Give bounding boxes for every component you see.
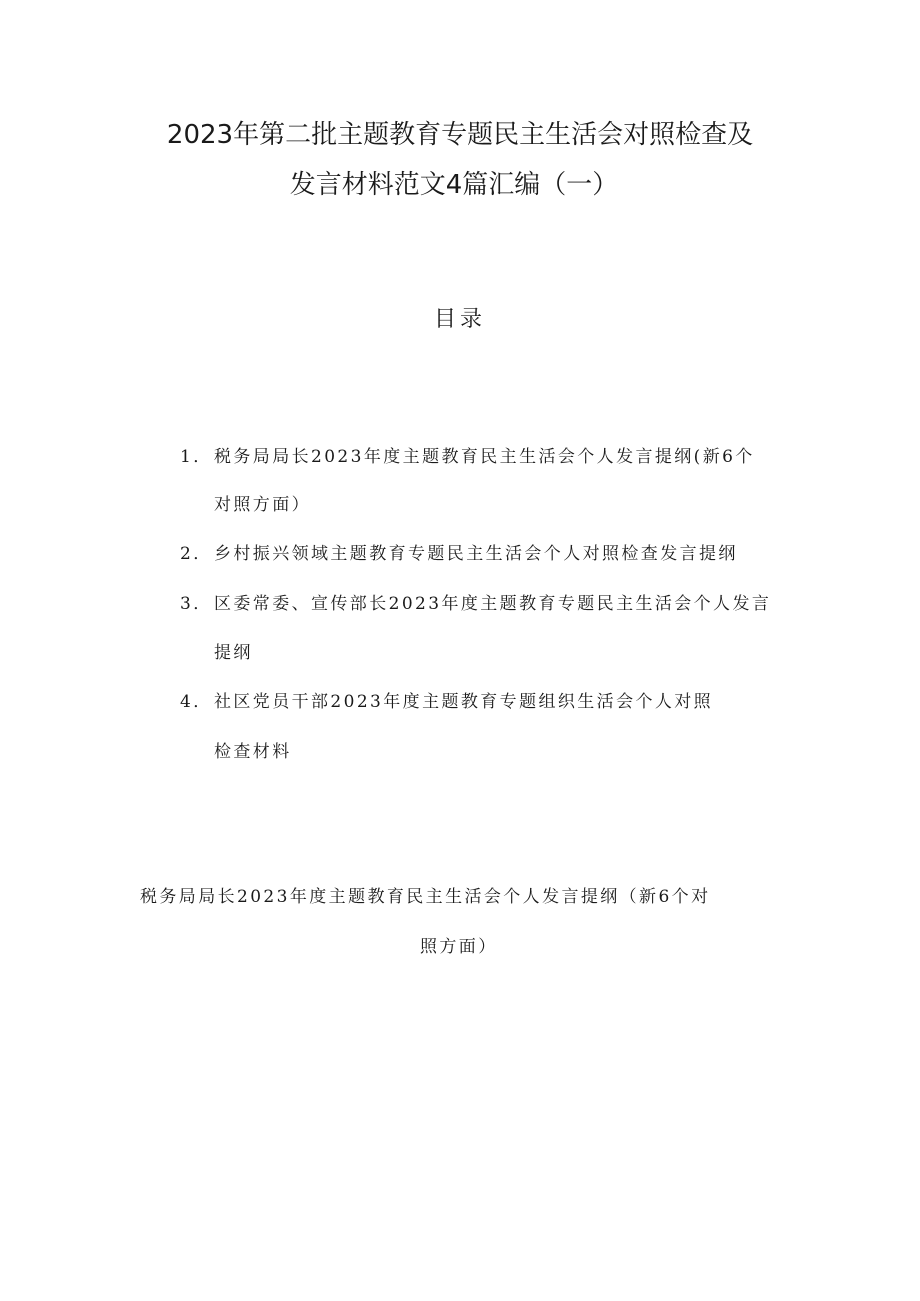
toc-item-1[interactable] xyxy=(180,449,755,466)
toc-item-4-continuation[interactable]: 检查材料 xyxy=(214,742,292,762)
toc-item-number: 3． xyxy=(180,594,213,614)
toc-item-3[interactable] xyxy=(180,596,771,613)
toc-item-number: 2． xyxy=(180,544,213,564)
section-title-line-2: 照方面） xyxy=(420,937,498,957)
document-title-line-2: 发言材料范文4篇汇编（一） xyxy=(289,170,619,200)
toc-item-text: 社区党员干部2023年度主题教育专题组织生活会个人对照 xyxy=(214,692,714,712)
toc-item-4[interactable] xyxy=(180,694,713,711)
toc-heading: 目录 xyxy=(433,307,486,332)
toc-item-text: 税务局局长2023年度主题教育民主生活会个人发言提纲(新6个 xyxy=(214,447,755,467)
toc-item-text: 区委常委、宣传部长2023年度主题教育专题民主生活会个人发言 xyxy=(214,594,772,614)
toc-item-3-continuation[interactable]: 提纲 xyxy=(214,643,253,663)
toc-item-text: 乡村振兴领域主题教育专题民主生活会个人对照检查发言提纲 xyxy=(214,544,738,564)
toc-item-number: 1． xyxy=(180,447,213,467)
section-title-line-1: 税务局局长2023年度主题教育民主生活会个人发言提纲（新6个对 xyxy=(140,887,711,907)
toc-item-number: 4． xyxy=(180,692,213,712)
toc-item-1-continuation[interactable]: 对照方面） xyxy=(214,495,311,515)
toc-item-2[interactable] xyxy=(180,546,738,563)
document-title-line-1: 2023年第二批主题教育专题民主生活会对照检查及 xyxy=(166,120,754,150)
